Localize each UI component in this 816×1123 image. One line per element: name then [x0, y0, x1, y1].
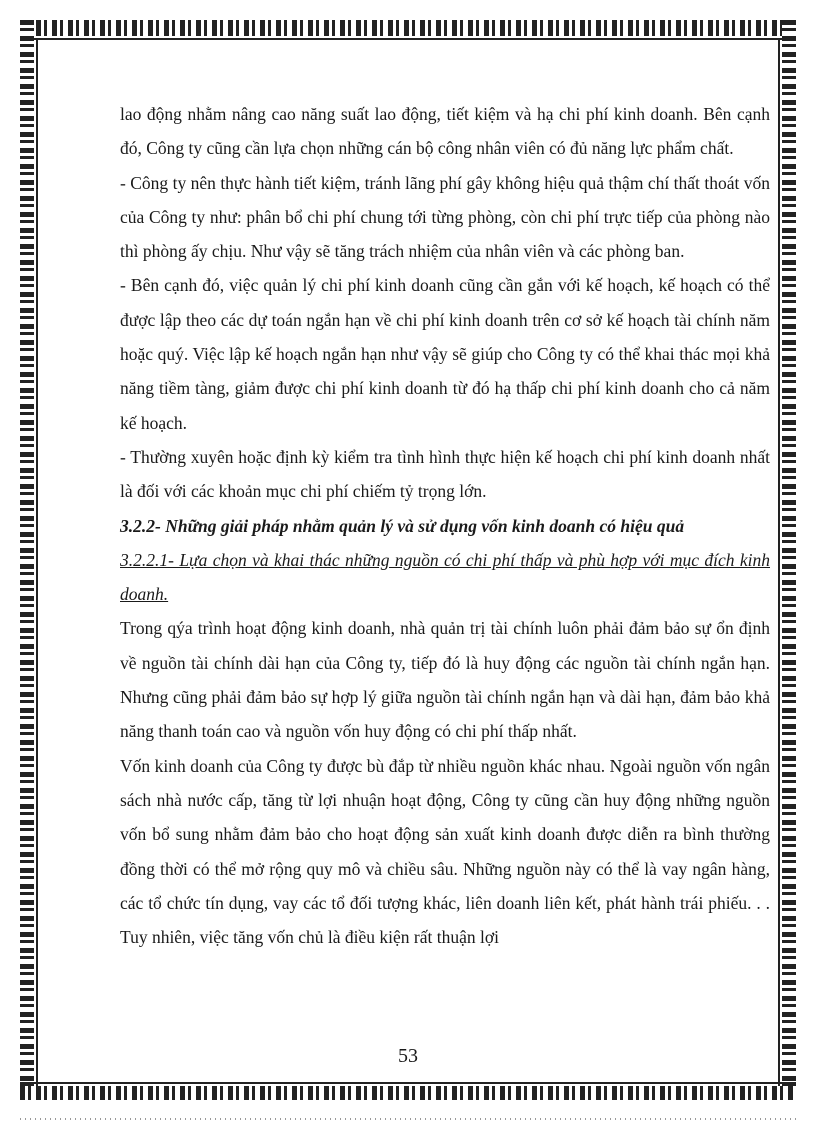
paragraph-5: Trong qýa trình hoạt động kinh doanh, nhà quản trị tài chính luôn phải đảm bảo sự ổn định về nguồn tài chính dài hạn của Công ty, tiếp đó là huy động các nguồn tài chính ngắn hạn. Nhưng cũng phải đảm bảo sự hợp lý giữa nguồn tài chính ngắn hạn và dài hạn, đảm bảo khả năng thanh toán cao và nguồn vốn huy động có chi phí thấp nhất. — [120, 618, 770, 742]
paragraph-6: Vốn kinh doanh của Công ty được bù đắp từ nhiều nguồn khác nhau. Ngoài nguồn vốn ngân sách nhà nước cấp, tăng từ lợi nhuận hoạt động, Công ty cũng cần huy động những nguồn vốn bổ sung nhằm đảm bảo cho hoạt động sản xuất kinh doanh được diễn ra bình thường đồng thời có thể mở rộng quy mô và chiều sâu. Những nguồn này có thể là vay ngân hàng, các tổ chức tín dụng, vay các tổ đối tượng khác, liên doanh liên kết, phát hành trái phiếu. . . Tuy nhiên, việc tăng vốn chủ là điều kiện rất thuận lợi — [120, 755, 770, 948]
border-top-line — [20, 38, 796, 40]
page-number: 53 — [398, 1045, 418, 1067]
paragraph-4: - Thường xuyên hoặc định kỳ kiểm tra tình hình thực hiện kế hoạch chi phí kinh doanh nhất là đối với các khoản mục chi phí chiếm tỷ trọng lớn. — [120, 446, 770, 502]
border-left — [20, 20, 34, 1100]
paragraph-2: - Công ty nên thực hành tiết kiệm, tránh lãng phí gây không hiệu quả thậm chí thất thoát vốn của Công ty như: phân bổ chi phí chung tới từng phòng, còn chi phí trực tiếp của phòng nào thì phòng ấy chịu. Như vậy sẽ tăng trách nhiệm của nhân viên và các phòng ban. — [120, 172, 770, 262]
border-top — [20, 20, 796, 36]
border-right — [782, 20, 796, 1100]
border-bottom — [20, 1086, 796, 1100]
border-right-line — [778, 38, 780, 1098]
footer-dotted-line — [20, 1118, 796, 1120]
paragraph-1: lao động nhằm nâng cao năng suất lao động, tiết kiệm và hạ chi phí kinh doanh. Bên cạnh đó, Công ty cũng cần lựa chọn những cán bộ công nhân viên có đủ năng lực phẩm chất. — [120, 104, 770, 159]
border-bottom-line — [20, 1082, 796, 1084]
page-body — [120, 97, 770, 954]
subsection-heading: 3.2.2.1- Lựa chọn và khai thác những nguồn có chi phí thấp và phù hợp với mục đích kinh doanh. — [120, 549, 770, 605]
section-heading: 3.2.2- Những giải pháp nhằm quản lý và sử dụng vốn kinh doanh có hiệu quả — [120, 515, 685, 536]
border-left-line — [36, 38, 38, 1098]
paragraph-3: - Bên cạnh đó, việc quản lý chi phí kinh doanh cũng cần gắn với kế hoạch, kế hoạch có thể được lập theo các dự toán ngắn hạn về chi phí kinh doanh trên cơ sở kế hoạch tài chính năm hoặc quý. Việc lập kế hoạch ngắn hạn như vậy sẽ giúp cho Công ty có thể khai thác mọi khả năng tiềm tàng, giảm được chi phí kinh doanh từ đó hạ thấp chi phí kinh doanh cho cả năm kế hoạch. — [120, 275, 770, 433]
